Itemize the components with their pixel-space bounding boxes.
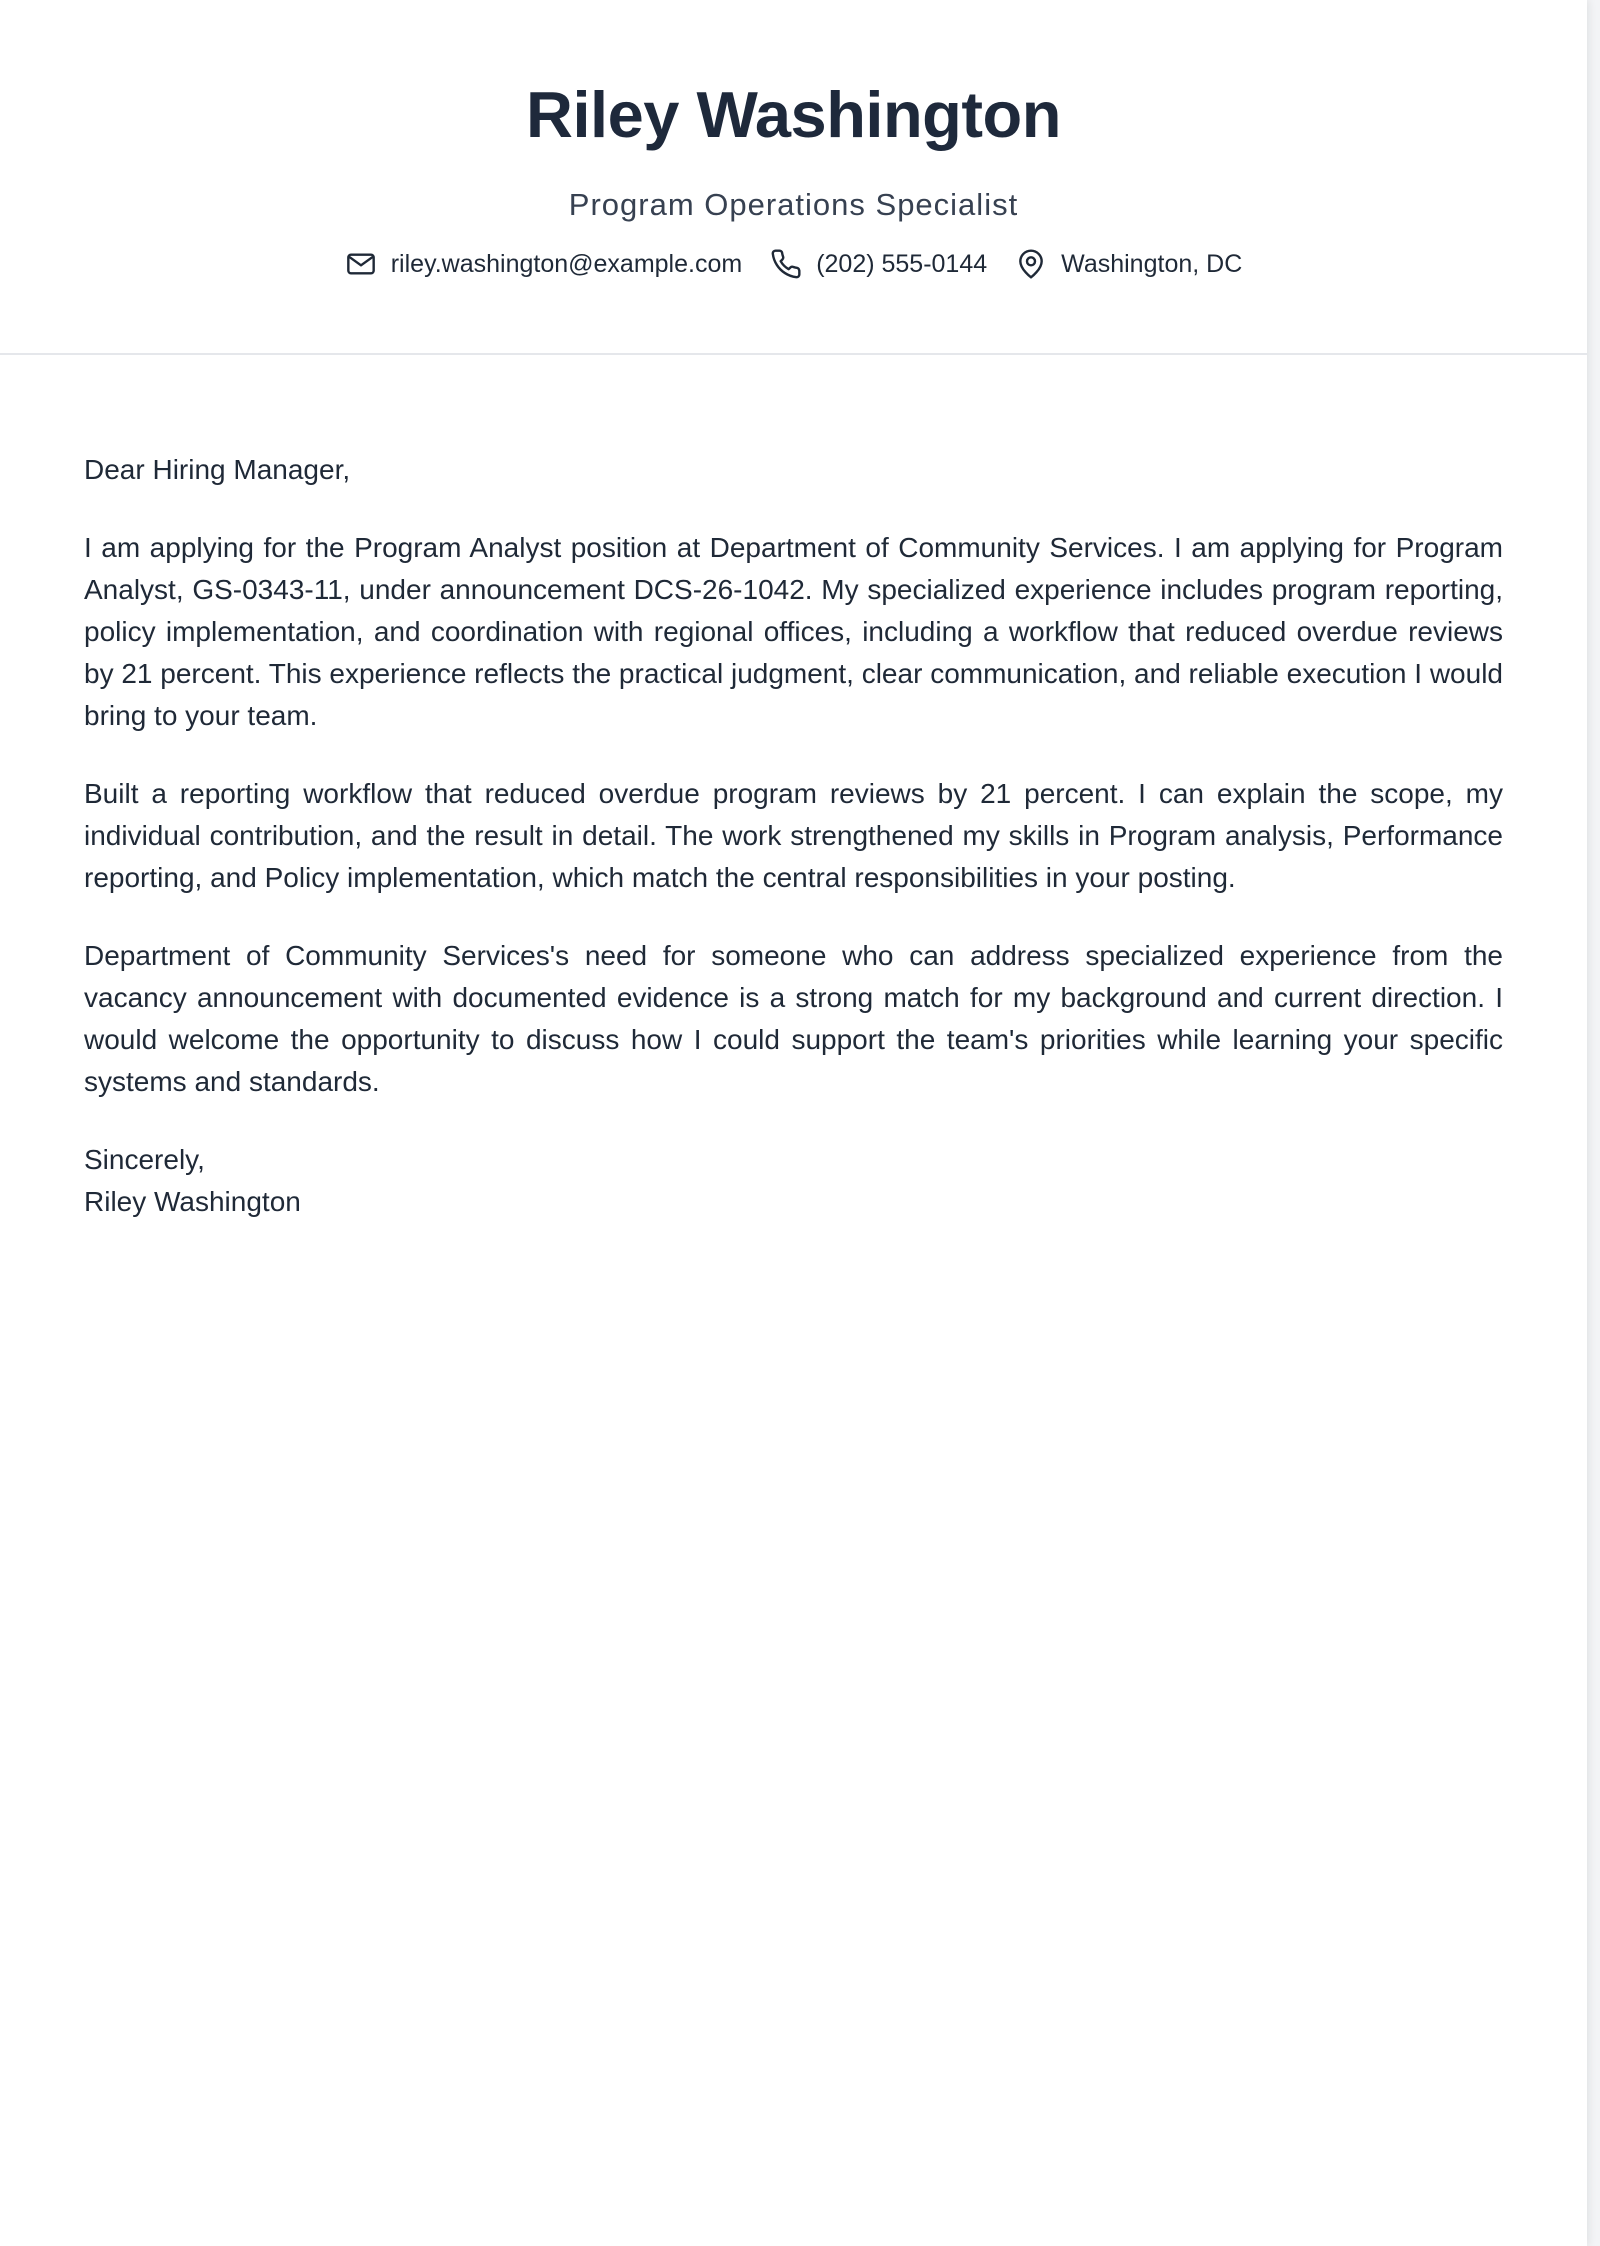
letter-paragraph: Department of Community Services's need for someone who can address specialized experience from the vacancy announcement with documented evidence is a strong match for my background and current direction. I would welcome the opportunity to discuss how I could support the team's priorities while learning your specific systems and standards. [84, 940, 1503, 1097]
mail-icon [345, 248, 377, 280]
applicant-name: Riley Washington [526, 78, 1061, 151]
closing-block [84, 1139, 1503, 1223]
contact-location [1015, 248, 1242, 280]
letter-body [0, 449, 1587, 1223]
contact-email [345, 248, 742, 280]
phone-icon [770, 248, 802, 280]
signature: Riley Washington [84, 1186, 301, 1217]
map-pin-icon [1015, 248, 1047, 280]
job-title: Program Operations Specialist [568, 187, 1019, 222]
letter-header [0, 0, 1587, 355]
letter-paragraph: I am applying for the Program Analyst position at Department of Community Services. I am applying for Program Analyst, GS-0343-11, under announcement DCS-26-1042. My specialized experience includes program reporting, policy implementation, and coordination with regional offices, including a workflow that reduced overdue reviews by 21 percent. This experience reflects the practical judgment, clear communication, and reliable execution I would bring to your team. [84, 532, 1503, 731]
location-text: Washington, DC [1061, 249, 1243, 278]
phone-text: (202) 555-0144 [816, 249, 988, 278]
letter-paragraph: Built a reporting workflow that reduced overdue program reviews by 21 percent. I can explain the scope, my individual contribution, and the result in detail. The work strengthened my skills in Program analysis, Performance reporting, and Policy implementation, which match the central responsibilities in your posting. [84, 778, 1503, 893]
contact-info [0, 248, 1587, 280]
contact-phone [770, 248, 987, 280]
salutation: Dear Hiring Manager, [84, 454, 351, 485]
email-text: riley.washington@example.com [390, 249, 743, 278]
closing-line: Sincerely, [84, 1144, 205, 1175]
